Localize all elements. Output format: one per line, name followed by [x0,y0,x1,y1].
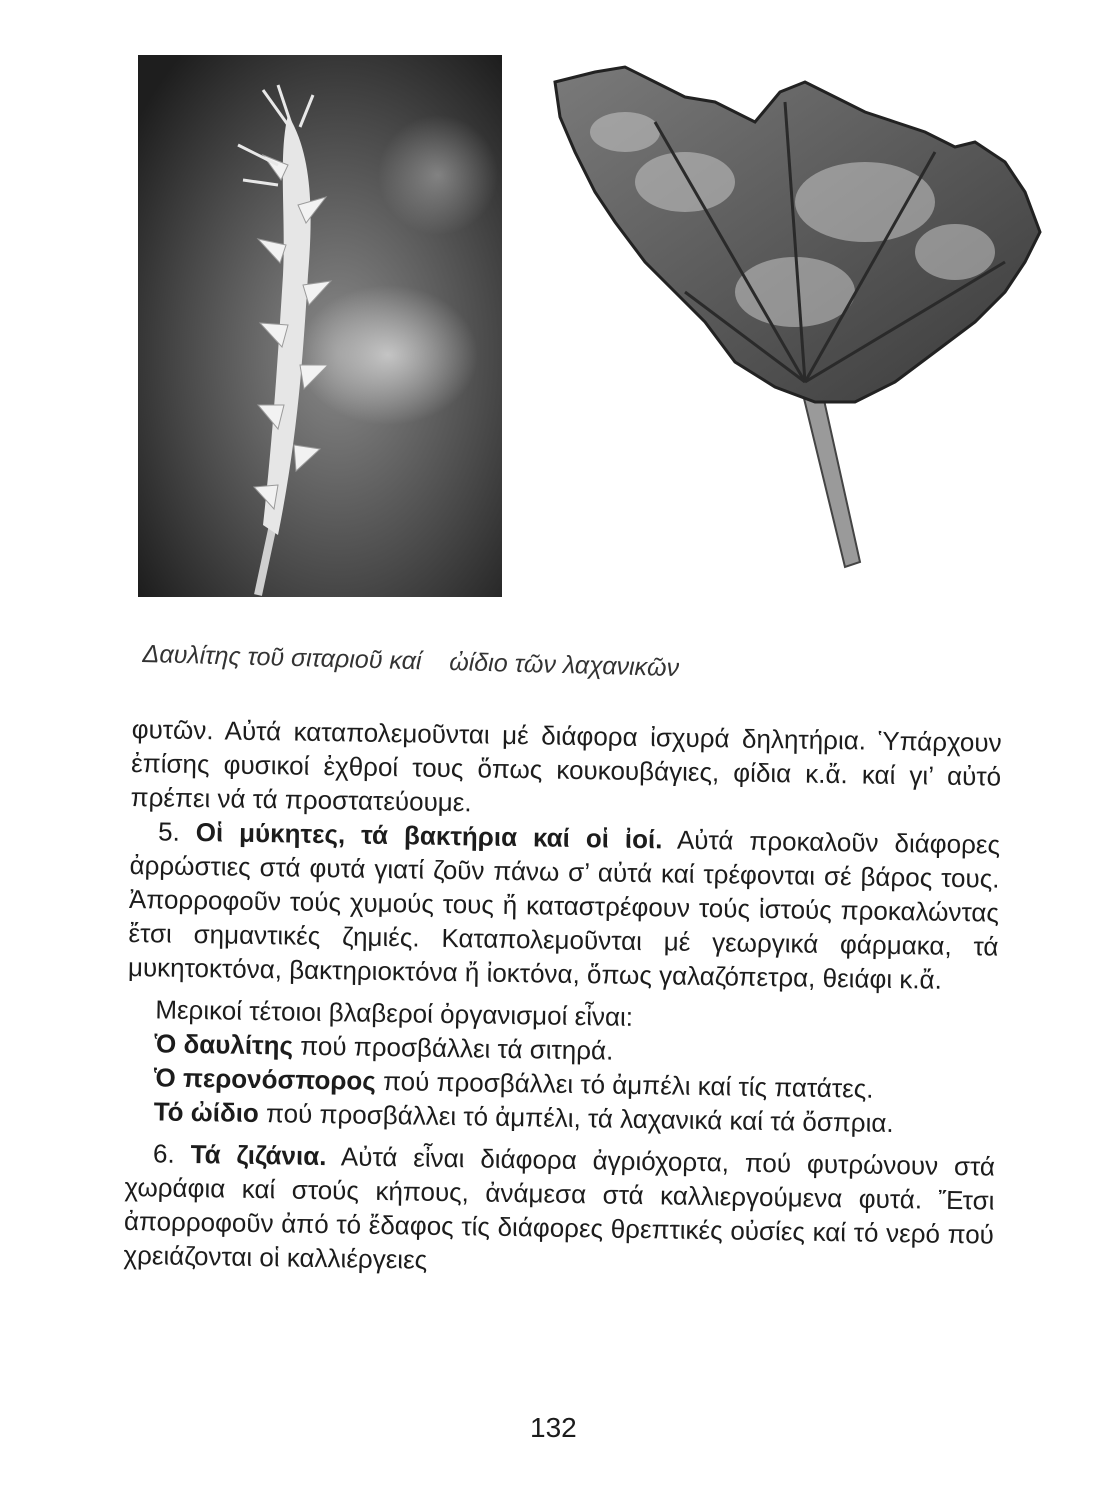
caption-part-2: ὠίδιο τῶν λαχανικῶν [448,648,680,683]
smut-text: πού προσβάλλει τά σιτηρά. [300,1030,614,1066]
paragraph-weeds [123,1136,995,1286]
paragraph-2-text: Αὐτά προκαλοῦν διάφορες ἀρρώστιες στά φυτά γιατί ζοῦν πάνω σ’ αὐτά καί τρέφονται σέ βάρος τους. Ἀπορροφοῦν τούς χυμούς τους ἤ καταστρέφουν τούς ἱστούς προκαλώντας ἔτσι σημαντικές ζημιές. Καταπολεμοῦνται μέ γεωργικά φάρμακα, τά μυκητοκτόνα, βακτηριοκτόνα ἤ ἰοκτόνα, ὅπως γαλαζόπετρα, θειάφι κ.ἄ. [127,824,1001,995]
section-number-5: 5. [157,816,181,847]
figure-caption [142,640,843,687]
leaf-icon [535,62,1075,582]
wheat-ear-photo [138,55,502,597]
powdery-mildew-text: πού προσβάλλει τό ἀμπέλι, τά λαχανικά καί τά ὄσπρια. [265,1098,894,1139]
term-powdery-mildew: Τό ὠίδιο [153,1096,260,1129]
cucumber-leaf-photo [535,62,1075,582]
term-smut: Ὁ δαυλίτης [154,1028,294,1061]
term-downy-mildew: Ὁ περονόσπορος [154,1062,377,1096]
page-number: 132 [530,1412,577,1443]
heading-weeds: Τά ζιζάνια. [190,1138,327,1172]
paragraph-2 [128,814,1001,998]
paragraph-3: Μερικοί τέτοιοι βλαβεροί ὀργανισμοί εἶναι: [155,994,634,1032]
weeds-text: Αὐτά εἶναι διάφορα ἀγριόχορτα, πού φυτρώνουν στά χωράφια καί στούς κήπους, ἀνάμεσα στά καλλιεργούμενα φυτά. Ἔτσι ἀπορροφοῦν ἀπό τό ἔδαφος τίς διάφορες θρεπτικές οὐσίες καί τό νερό πού χρειάζονται οἱ καλλιέργειες [123,1141,996,1275]
section-number-6: 6. [152,1138,175,1169]
heading-fungi-bacteria-viruses: Οἱ μύκητες, τά βακτήρια καί οἱ ἰοί. [195,817,663,855]
paragraph-1: φυτῶν. Αὐτά καταπολεμοῦνται μέ διάφορα ἰσχυρά δηλητήρια. Ὑπάρχουν ἐπίσης φυσικοί ἐχθροί τους ὅπως κουκουβάγιες, φίδια κ.ἄ. καί γι’ αὐτό πρέπει νά τά προστατεύουμε. [130,713,1002,818]
downy-mildew-text: πού προσβάλλει τό ἀμπέλι καί τίς πατάτες. [382,1065,874,1104]
caption-part-1: Δαυλίτης τοῦ σιταριοῦ καί [142,640,422,676]
wheat-ear-icon [138,55,502,597]
body-text [123,712,1002,1286]
